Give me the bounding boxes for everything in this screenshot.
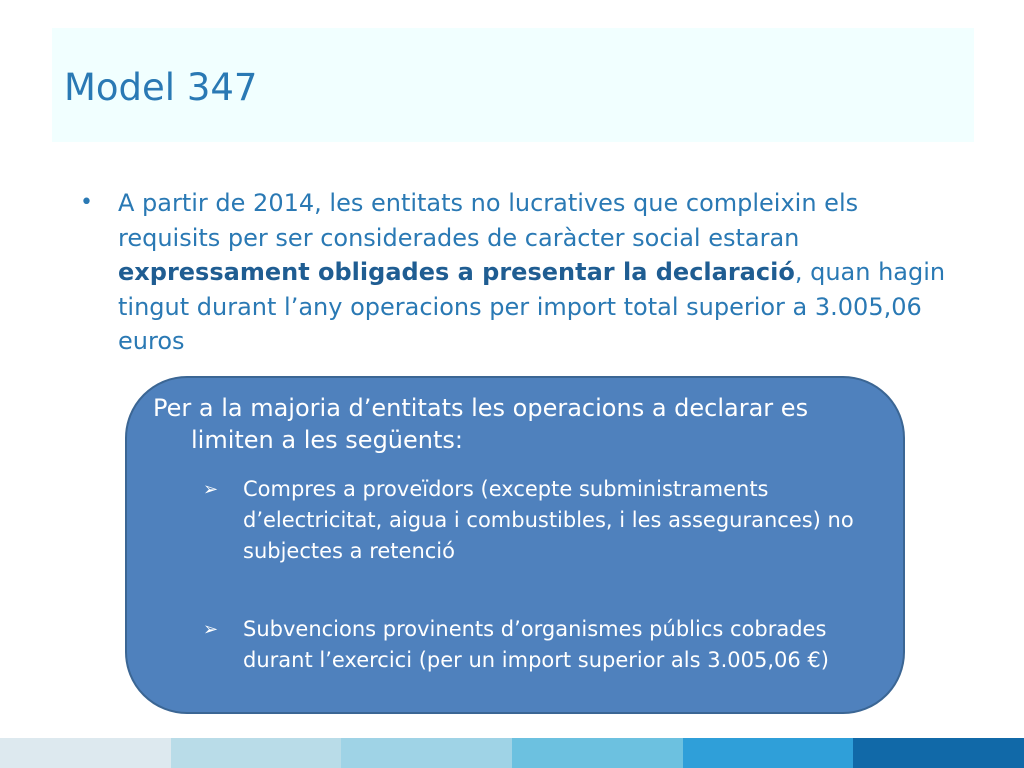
strip-segment [683, 738, 854, 768]
strip-segment [341, 738, 512, 768]
bullet-marker: • [80, 190, 93, 215]
box-item-text: Subvencions provinents d’organismes públics cobrades durant l’exercici (per un import superior als 3.005,06 €) [243, 617, 829, 672]
bullet-text-before: A partir de 2014, les entitats no lucratives que compleixin els requisits per ser considerades de caràcter social estaran [118, 189, 859, 252]
arrow-bullet-icon: ➢ [203, 619, 219, 640]
slide-title: Model 347 [64, 66, 258, 109]
strip-segment [0, 738, 171, 768]
bullet-text [118, 186, 958, 359]
box-item-text: Compres a proveïdors (excepte subministraments d’electricitat, aigua i combustibles, i les assegurances) no subjectes a retenció [243, 477, 854, 563]
box-intro: Per a la majoria d’entitats les operacions a declarar es limiten a les següents: [153, 394, 809, 454]
footer-color-strip [0, 738, 1024, 768]
strip-segment [171, 738, 342, 768]
strip-segment [512, 738, 683, 768]
arrow-bullet-icon: ➢ [203, 479, 219, 500]
highlight-box [125, 376, 905, 714]
bullet-text-after: , quan hagin tingut durant l’any operacions per import total superior a 3.005,06 euros [118, 258, 946, 355]
bullet-text-bold: expressament obligades a presentar la declaració [118, 258, 795, 286]
strip-segment [853, 738, 1024, 768]
